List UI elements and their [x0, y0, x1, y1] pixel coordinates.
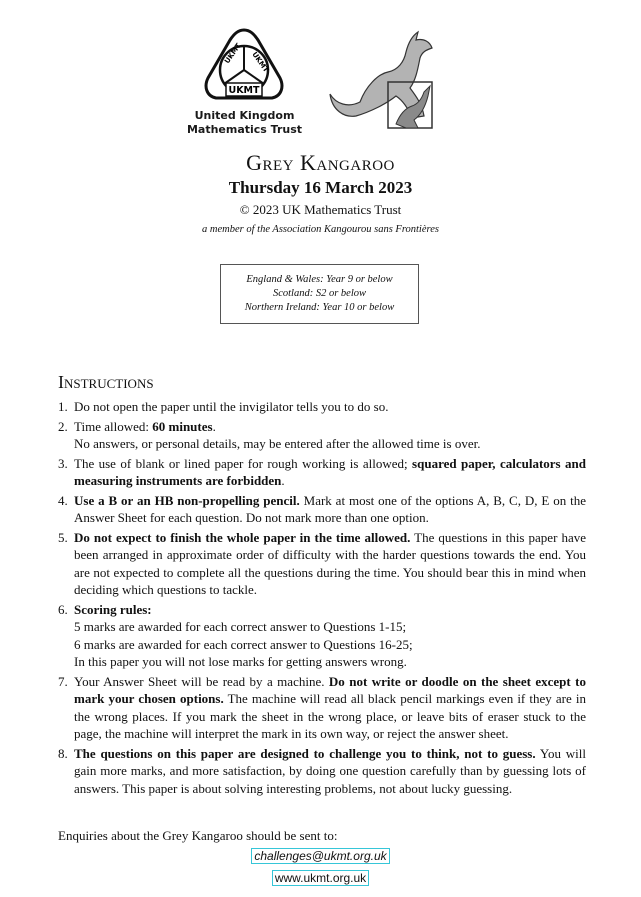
instruction-number: 5.	[58, 529, 68, 545]
instruction-text: You will gain more marks, and more satisfaction, by doing one question carefully than by guessing lots of answers. This paper is about solving interesting problems, not about lucky guessing.	[74, 745, 587, 796]
logo-acronym: UKMT	[228, 85, 260, 96]
instruction-bold: The questions on this paper are designed to challenge you to think, not to guess.	[74, 745, 536, 761]
eligibility-northern-ireland: Northern Ireland: Year 10 or below	[244, 302, 395, 313]
instruction-text: The machine will read all black pencil markings even if they are in the wrong places. If you mark the sheet in the wrong place, or leave bits of eraser stuck to the page, the machine will interpret the mark in its own way, or reject the answer sheet.	[74, 691, 586, 741]
instructions-heading: Instructions	[58, 372, 154, 392]
instruction-bold: Do not write or doodle on the sheet except to mark your chosen options.	[74, 673, 587, 706]
instruction-number: 4.	[58, 492, 68, 508]
instruction-item	[58, 673, 586, 743]
instruction-text: .	[212, 418, 216, 434]
website-link[interactable]: www.ukmt.org.uk	[272, 870, 369, 886]
instruction-number: 3.	[58, 455, 68, 471]
logo-ring-left: UKMT	[223, 41, 243, 66]
paper-date: Thursday 16 March 2023	[228, 178, 413, 197]
instruction-bold: Scoring rules:	[74, 601, 152, 617]
instruction-item	[58, 601, 586, 671]
organisation-name-line2: Mathematics Trust	[186, 123, 303, 136]
instruction-text: The use of blank or lined paper for rough working is allowed;	[74, 455, 413, 471]
instructions-list	[58, 398, 586, 799]
ukmt-logo	[200, 26, 288, 104]
instruction-text: 5 marks are awarded for each correct answer to Questions 1-15;	[74, 619, 407, 634]
instruction-text: In this paper you will not lose marks for getting answers wrong.	[74, 654, 407, 669]
instruction-number: 2.	[58, 418, 68, 434]
instruction-text: No answers, or personal details, may be entered after the allowed time is over.	[74, 436, 481, 451]
instruction-text: 6 marks are awarded for each correct answer to Questions 16-25;	[74, 636, 413, 652]
instruction-text: The questions in this paper have been arranged in approximate order of difficulty with the harder questions towards the end. You are not expected to complete all the questions during the time. You should bear this in mind when deciding which questions to tackle.	[74, 529, 586, 597]
instruction-item	[58, 455, 586, 490]
copyright: © 2023 UK Mathematics Trust	[239, 202, 402, 217]
instruction-item	[58, 492, 586, 527]
instruction-number: 8.	[58, 745, 68, 761]
instruction-text: Mark at most one of the options A, B, C, D, E on the Answer Sheet for each question. Do not mark more than one option.	[74, 492, 586, 525]
kangaroo-logo	[326, 24, 446, 134]
membership-note: a member of the Association Kangourou sans Frontières	[202, 224, 439, 235]
email-link[interactable]: challenges@ukmt.org.uk	[251, 848, 389, 864]
organisation-name-line1: United Kingdom	[194, 109, 295, 122]
website-link-row	[0, 871, 641, 885]
organisation-name	[172, 109, 317, 137]
instruction-bold: Use a B or an HB non-propelling pencil.	[74, 492, 300, 508]
instruction-bold: squared paper, calculators and measuring instruments are forbidden	[74, 455, 586, 488]
instruction-text: Time allowed:	[74, 418, 153, 434]
instruction-text: Your Answer Sheet will be read by a machine.	[74, 673, 329, 689]
instruction-number: 6.	[58, 601, 68, 617]
instruction-text: .	[281, 473, 285, 488]
instruction-item	[58, 745, 586, 798]
paper-title-text: Grey Kangaroo	[246, 150, 395, 175]
eligibility-scotland: Scotland: S2 or below	[272, 288, 367, 299]
eligibility-box	[220, 264, 419, 324]
email-link-row	[0, 849, 641, 863]
instruction-number: 1.	[58, 399, 68, 414]
instruction-bold: Do not expect to finish the whole paper in the time allowed.	[74, 529, 411, 545]
instruction-text: Do not open the paper until the invigilator tells you to do so.	[74, 399, 389, 414]
instruction-item	[58, 418, 586, 453]
paper-title	[0, 150, 641, 176]
logo-ring-right: UKMT	[250, 50, 271, 74]
enquiries-text: Enquiries about the Grey Kangaroo should be sent to:	[58, 828, 338, 843]
instruction-number: 7.	[58, 673, 68, 689]
instruction-item	[58, 529, 586, 599]
instruction-bold: 60 minutes	[152, 418, 213, 434]
eligibility-england-wales: England & Wales: Year 9 or below	[246, 274, 393, 285]
instruction-item	[58, 398, 586, 416]
